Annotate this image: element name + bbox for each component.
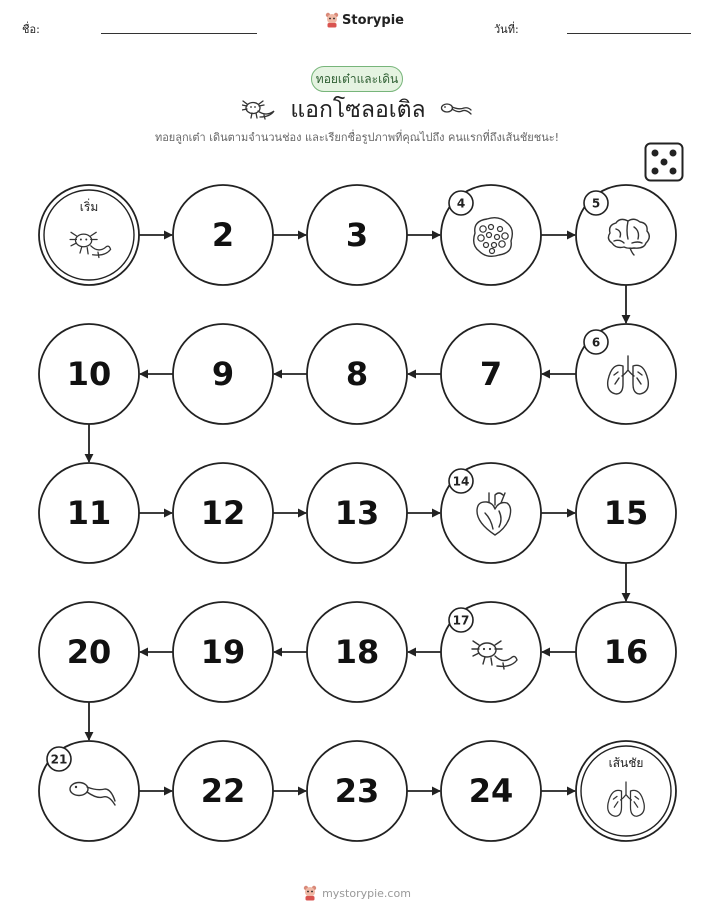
- board-square-24: [441, 741, 541, 841]
- finish-label: เส้นชัย: [608, 756, 644, 770]
- square-number: 6: [591, 335, 601, 350]
- square-number: 24: [468, 772, 514, 810]
- board-square-13: [307, 463, 407, 563]
- board-square-17: [441, 602, 541, 702]
- board-square-20: [39, 602, 139, 702]
- mascot-icon: [303, 885, 317, 901]
- square-number: 15: [603, 494, 649, 532]
- board-square-23: [307, 741, 407, 841]
- board-square-3: [307, 185, 407, 285]
- square-number: 19: [200, 633, 246, 671]
- square-number: 16: [603, 633, 649, 671]
- board-square-10: [39, 324, 139, 424]
- board-square-22: [173, 741, 273, 841]
- footer: [0, 885, 714, 901]
- board-square-1: [39, 185, 139, 285]
- brand-name: Storypie: [342, 12, 404, 28]
- footer-site: mystorypie.com: [322, 886, 411, 900]
- board-square-5: [576, 185, 676, 285]
- board-square-9: [173, 324, 273, 424]
- square-number: 12: [200, 494, 246, 532]
- square-number: 2: [211, 216, 235, 254]
- board-square-21: [39, 741, 139, 841]
- board-square-8: [307, 324, 407, 424]
- square-number: 23: [334, 772, 380, 810]
- eggs-icon: [474, 218, 513, 257]
- board-square-16: [576, 602, 676, 702]
- board-square-4: [441, 185, 541, 285]
- board-square-2: [173, 185, 273, 285]
- square-number: 14: [452, 474, 470, 489]
- square-number: 9: [211, 355, 235, 393]
- board-square-12: [173, 463, 273, 563]
- board-square-25: [576, 741, 676, 841]
- name-label: ชื่อ:: [22, 23, 40, 36]
- square-number: 4: [456, 196, 466, 211]
- board-square-11: [39, 463, 139, 563]
- square-number: 5: [591, 196, 601, 211]
- square-number: 13: [334, 494, 380, 532]
- square-number: 11: [66, 494, 112, 532]
- square-number: 21: [50, 752, 68, 767]
- board-square-6: [576, 324, 676, 424]
- start-label: เริ่ม: [79, 200, 99, 214]
- square-number: 20: [66, 633, 112, 671]
- board-square-15: [576, 463, 676, 563]
- board-square-18: [307, 602, 407, 702]
- date-label: วันที่:: [494, 23, 519, 36]
- board-square-14: [441, 463, 541, 563]
- game-type-badge: ทอยเต๋าและเดิน: [311, 66, 403, 92]
- square-number: 10: [66, 355, 112, 393]
- board-square-7: [441, 324, 541, 424]
- square-number: 22: [200, 772, 246, 810]
- board-square-19: [173, 602, 273, 702]
- page-title: แอกโซลอเติล: [290, 97, 426, 123]
- square-number: 17: [452, 613, 470, 628]
- square-number: 7: [479, 355, 503, 393]
- square-number: 3: [345, 216, 369, 254]
- square-number: 18: [334, 633, 380, 671]
- square-number: 8: [345, 355, 369, 393]
- instructions: ทอยลูกเต๋า เดินตามจำนวนช่อง และเรียกชื่อรูปภาพที่คุณไปถึง คนแรกที่ถึงเส้นชัยชนะ!: [154, 131, 560, 144]
